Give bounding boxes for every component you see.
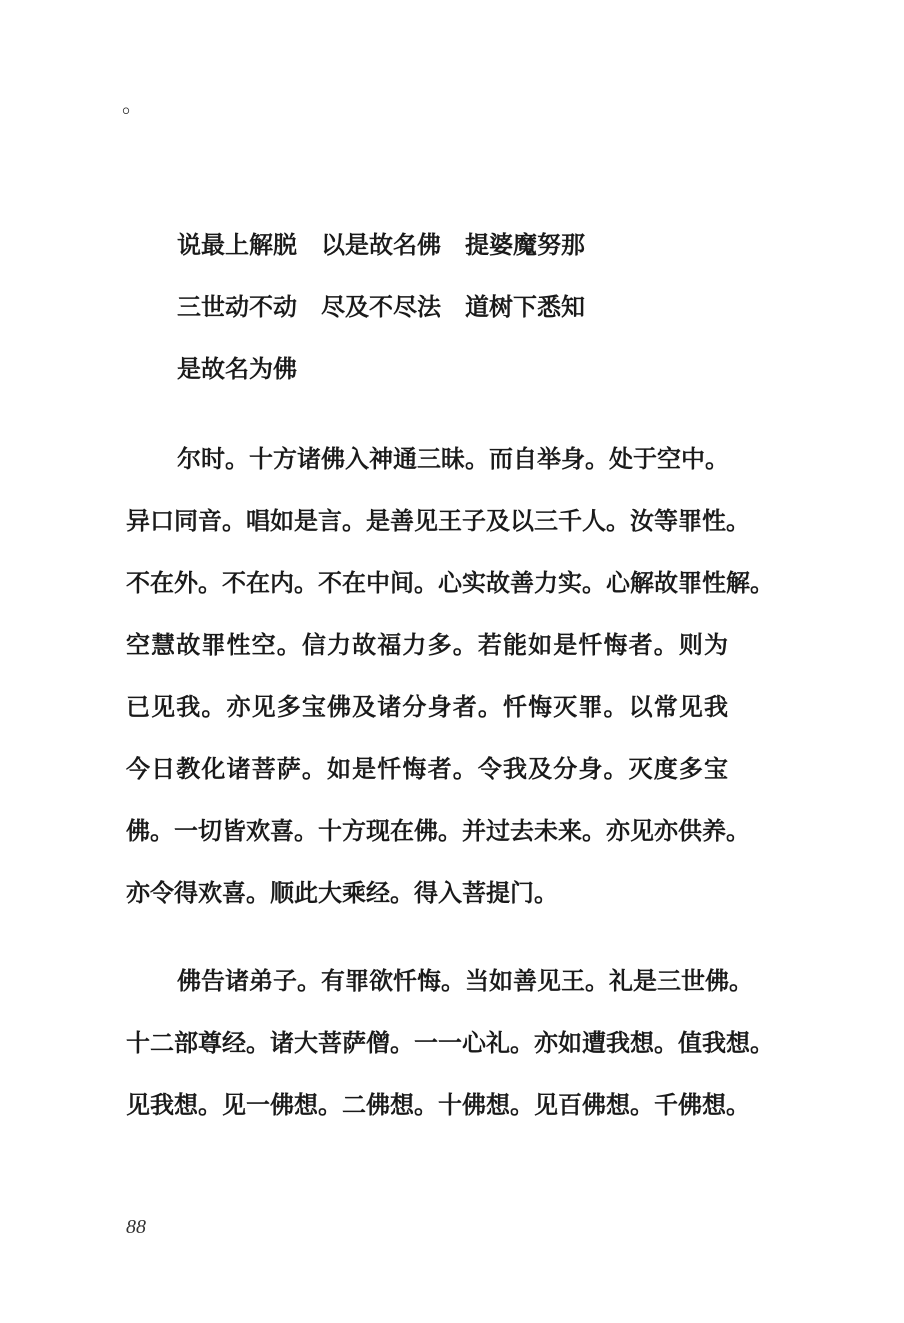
verse-line-3: [177, 353, 297, 385]
top-punctuation-mark: 。: [122, 93, 145, 118]
paragraph-1-line-7: 佛。一切皆欢喜。十方现在佛。并过去未来。亦见亦供养。: [126, 816, 750, 845]
verse-phrase: 尽及不尽法: [321, 292, 441, 321]
paragraph-1-line-1: 尔时。十方诸佛入神通三昧。而自举身。处于空中。: [177, 444, 729, 473]
paragraph-1-line-5: 已见我。亦见多宝佛及诸分身者。忏悔灭罪。以常见我: [126, 692, 728, 721]
paragraph-2-line-2: 十二部尊经。诸大菩萨僧。一一心礼。亦如遭我想。值我想。: [126, 1028, 774, 1057]
paragraph-1-line-3: 不在外。不在内。不在中间。心实故善力实。心解故罪性解。: [126, 568, 774, 597]
paragraph-1-line-8: 亦令得欢喜。顺此大乘经。得入菩提门。: [126, 878, 558, 907]
verse-phrase: 说最上解脱: [177, 230, 297, 259]
paragraph-2-line-1: 佛告诸弟子。有罪欲忏悔。当如善见王。礼是三世佛。: [177, 966, 753, 995]
verse-phrase: 三世动不动: [177, 292, 297, 321]
verse-line-1: [177, 229, 585, 261]
verse-phrase: 提婆魔努那: [465, 230, 585, 259]
paragraph-1-line-4: 空慧故罪性空。信力故福力多。若能如是忏悔者。则为: [126, 630, 728, 659]
verse-phrase: 以是故名佛: [321, 230, 441, 259]
paragraph-2-line-3: 见我想。见一佛想。二佛想。十佛想。见百佛想。千佛想。: [126, 1090, 750, 1119]
verse-phrase: 是故名为佛: [177, 354, 297, 383]
paragraph-1-line-6: 今日教化诸菩萨。如是忏悔者。令我及分身。灭度多宝: [126, 754, 728, 783]
paragraph-1-line-2: 异口同音。唱如是言。是善见王子及以三千人。汝等罪性。: [126, 506, 750, 535]
verse-phrase: 道树下悉知: [465, 292, 585, 321]
page-number: 88: [126, 1216, 146, 1238]
verse-line-2: [177, 291, 585, 323]
